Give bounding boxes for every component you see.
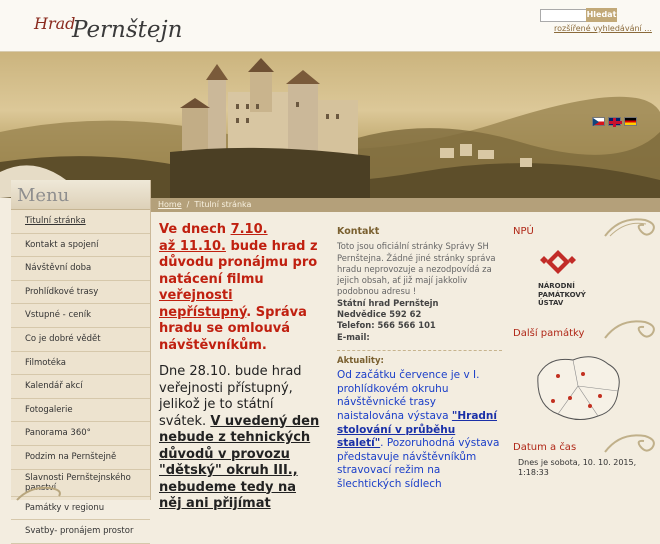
castle-banner (0, 52, 660, 198)
contact-details (337, 298, 502, 343)
notice-text-1: Ve dnech (159, 222, 231, 237)
contact-description: Toto jsou oficiální stránky Správy SH Pernštejna. Žádné jiné stránky správa hradu neprovozuje a nezodpovídá za jejich obsah, ať již mají jakkoliv podobnou adresu ! (337, 241, 496, 297)
notice-date-from: 7.10. (230, 222, 268, 237)
notice-text-2: bude hrad z důvodu pronájmu pro natácení filmu (159, 238, 318, 287)
sidebar-menu (11, 180, 151, 537)
date-header (508, 430, 660, 454)
npu-header (508, 214, 660, 238)
advanced-search-link[interactable]: rozšířené vyhledávání ... (554, 24, 652, 33)
notice-text-3: . Správa hradu se omlouvá návštěvníkům. (159, 304, 307, 353)
breadcrumb (150, 198, 660, 212)
sidebar-item-fotogalerie[interactable]: Fotogalerie (11, 399, 150, 423)
news-text-1: Od začátku července je v I. prohlídkovém okruhu návštěvnické trasy naistalována výstava (337, 369, 480, 423)
npu-line-2: PAMÁTKOVÝ (538, 290, 586, 299)
news-text-2: . Pozoruhodná výstava představuje návštěvníkům stravovací režim na šlechtických sídlech (337, 437, 500, 491)
sidebar-item-filmoteka[interactable]: Filmotéka (11, 352, 150, 376)
logo-name[interactable]: Pernštejn (72, 17, 183, 43)
sidebar-item-kalendar-akci[interactable]: Kalendář akcí (11, 375, 150, 399)
swirl-ornament-icon (600, 430, 660, 454)
contact-org: Státní hrad Pernštejn (337, 297, 439, 308)
sidebar-item-navstevni-doba[interactable]: Návštěvní doba (11, 257, 150, 281)
english-flag-icon[interactable] (608, 117, 621, 126)
castle-illustration (0, 52, 660, 198)
closure-notice (159, 222, 322, 354)
npu-line-3: ÚSTAV (538, 299, 564, 307)
language-flags (592, 111, 640, 130)
sidebar-item-panorama[interactable]: Panorama 360° (11, 422, 150, 446)
notice-closed: veřejnosti nepřístupný (159, 288, 247, 320)
npu-title: NPÚ (513, 226, 534, 237)
npu-logo[interactable] (538, 250, 628, 278)
search-button[interactable]: Hledat (586, 8, 617, 22)
logo-prefix[interactable]: Hrad (34, 14, 76, 33)
contact-phone: Telefon: 566 566 101 (337, 320, 436, 331)
contact-address: Nedvědice 592 62 (337, 309, 422, 320)
other-monuments-title: Další památky (513, 327, 585, 339)
contact-email: E-mail: (337, 331, 370, 342)
sidebar-item-podzim[interactable]: Podzim na Pernštejně (11, 446, 150, 470)
menu-title: Menu (11, 180, 150, 210)
swirl-ornament-icon (600, 316, 660, 340)
site-header (0, 0, 660, 52)
breadcrumb-home[interactable]: Home (158, 200, 182, 209)
contact-box (337, 226, 502, 492)
breadcrumb-current: Titulní stránka (194, 200, 252, 209)
npu-text (538, 282, 660, 308)
sidebar-item-svatby[interactable]: Svatby- pronájem prostor (11, 520, 150, 544)
german-flag-icon[interactable] (624, 117, 637, 126)
news-title: Aktuality: (337, 355, 384, 366)
sidebar-item-vstupne[interactable]: Vstupné - ceník (11, 304, 150, 328)
sidebar-item-slavnosti-label: Slavnosti Pernštejnského panství (25, 472, 131, 493)
breadcrumb-separator: / (186, 200, 190, 209)
sidebar-item-pamatky[interactable]: Památky v regionu (11, 497, 150, 521)
region-map-image (528, 346, 628, 426)
contact-title: Kontakt (337, 226, 380, 237)
swirl-ornament-icon (600, 214, 660, 238)
news-exhibition-link[interactable]: "Hradní stolování v průběhu staletí" (337, 410, 498, 450)
info-bold: V uvedený den nebude z tehnických důvodů v provozu "dětský" okruh III., nebudeme tedy na něj ani přijímat (159, 413, 320, 511)
main-content (159, 222, 322, 513)
holiday-info (159, 364, 322, 513)
sidebar-item-kontakt[interactable]: Kontakt a spojení (11, 234, 150, 258)
npu-logo-icon (538, 250, 578, 274)
region-map[interactable] (528, 346, 660, 430)
info-text: Dne 28.10. bude hrad veřejnosti přístupný, jelikož je to státní svátek. (159, 364, 302, 429)
czech-flag-icon[interactable] (592, 117, 605, 126)
right-column (508, 214, 660, 500)
swirl-ornament-icon (15, 484, 75, 500)
news-text (337, 369, 502, 491)
sidebar-item-titulni-stranka[interactable]: Titulní stránka (11, 210, 150, 234)
divider (337, 350, 502, 351)
current-date: Dnes je sobota, 10. 10. 2015, 1:18:33 (518, 457, 637, 477)
sidebar-item-co-je-dobre-vedet[interactable]: Co je dobré vědět (11, 328, 150, 352)
npu-line-1: NÁRODNÍ (538, 282, 575, 290)
other-monuments-header (508, 316, 660, 340)
date-title: Datum a čas (513, 441, 577, 453)
notice-date-to: až 11.10. (159, 238, 226, 254)
sidebar-item-prohlidkove-trasy[interactable]: Prohlídkové trasy (11, 281, 150, 305)
